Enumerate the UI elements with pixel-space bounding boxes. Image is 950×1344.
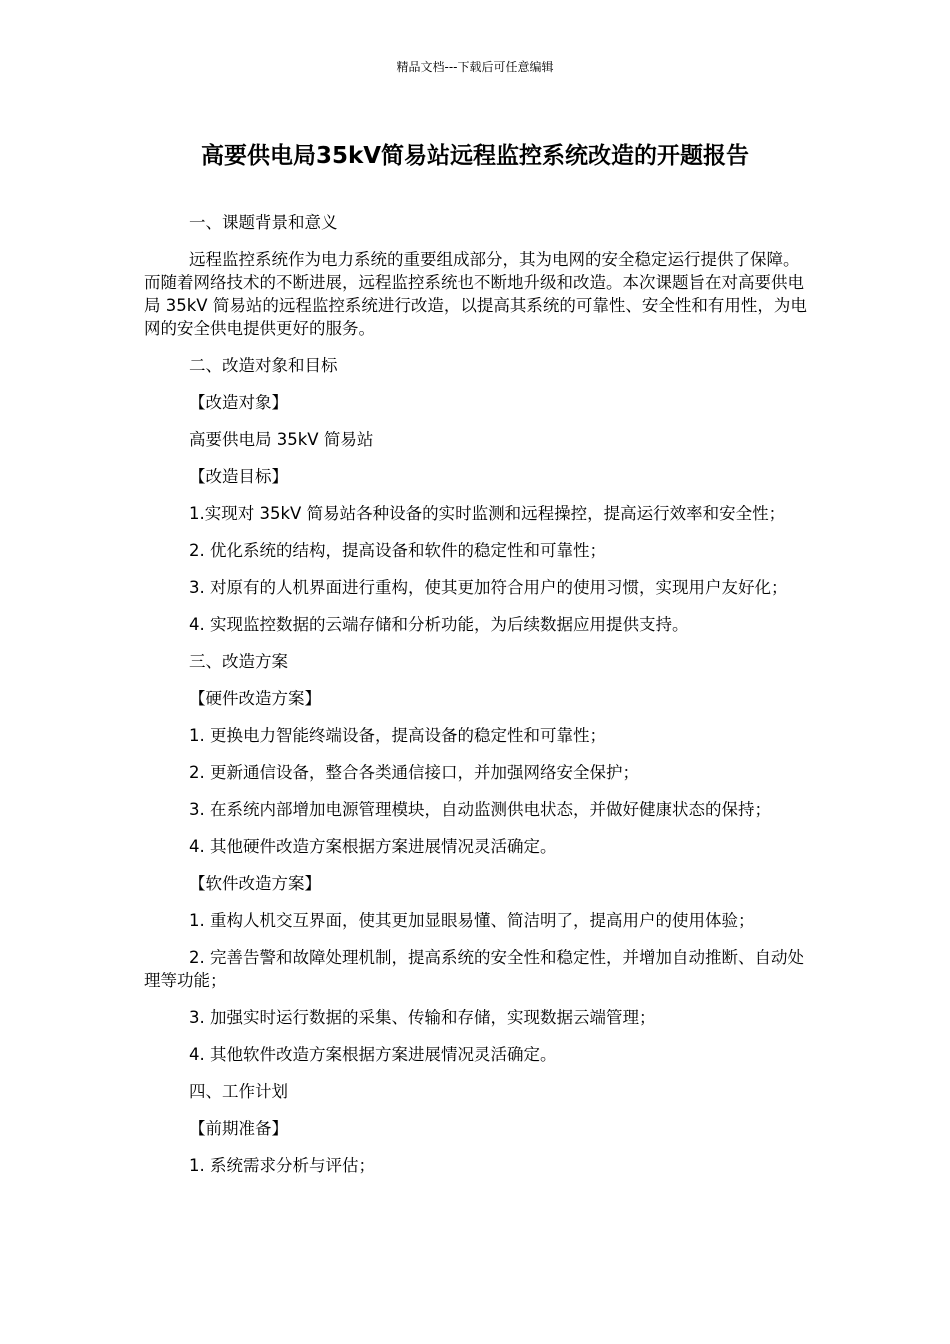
- subheading-object: 【改造对象】: [189, 393, 288, 412]
- document-body: [144, 211, 812, 1191]
- subheading-software: 【软件改造方案】: [189, 874, 321, 893]
- list-item-goal-1: 1.实现对 35kV 简易站各种设备的实时监测和远程操控，提高运行效率和安全性；: [189, 504, 786, 523]
- list-item-goal-2: 2. 优化系统的结构，提高设备和软件的稳定性和可靠性；: [189, 541, 606, 560]
- section-heading-plan: 三、改造方案: [189, 652, 288, 671]
- list-item-hardware-3: 3. 在系统内部增加电源管理模块，自动监测供电状态，并做好健康状态的保持；: [189, 800, 771, 819]
- list-item-hardware-4: 4. 其他硬件改造方案根据方案进展情况灵活确定。: [189, 837, 557, 856]
- list-item-goal-3: 3. 对原有的人机界面进行重构，使其更加符合用户的使用习惯，实现用户友好化；: [189, 578, 788, 597]
- header-note: 精品文档---下载后可任意编辑: [396, 60, 554, 74]
- list-item-software-1: 1. 重构人机交互界面，使其更加显眼易懂、简洁明了，提高用户的使用体验；: [189, 911, 755, 930]
- list-item-hardware-1: 1. 更换电力智能终端设备，提高设备的稳定性和可靠性；: [189, 726, 606, 745]
- section-heading-targets: 二、改造对象和目标: [189, 356, 338, 375]
- section-heading-background: 一、课题背景和意义: [189, 213, 338, 232]
- list-item-goal-4: 4. 实现监控数据的云端存储和分析功能，为后续数据应用提供支持。: [189, 615, 689, 634]
- list-item-software-4: 4. 其他软件改造方案根据方案进展情况灵活确定。: [189, 1045, 557, 1064]
- subheading-goals: 【改造目标】: [189, 467, 288, 486]
- paragraph-background: 远程监控系统作为电力系统的重要组成部分，其为电网的安全稳定运行提供了保障。而随着网络技术的不断进展，远程监控系统也不断地升级和改造。本次课题旨在对高要供电局 35kV 简易站的远程监控系统进行改造，以提高其系统的可靠性、安全性和有用性，为电网的安全供电提供更好的服务。: [144, 250, 807, 338]
- paragraph-object: 高要供电局 35kV 简易站: [189, 430, 374, 449]
- section-heading-schedule: 四、工作计划: [189, 1082, 288, 1101]
- subheading-preparation: 【前期准备】: [189, 1119, 288, 1138]
- list-item-software-3: 3. 加强实时运行数据的采集、传输和存储，实现数据云端管理；: [189, 1008, 656, 1027]
- document-title: 高要供电局35kV简易站远程监控系统改造的开题报告: [200, 143, 750, 169]
- list-item-preparation-1: 1. 系统需求分析与评估；: [189, 1156, 375, 1175]
- subheading-hardware: 【硬件改造方案】: [189, 689, 321, 708]
- list-item-hardware-2: 2. 更新通信设备，整合各类通信接口，并加强网络安全保护；: [189, 763, 639, 782]
- list-item-software-2: 2. 完善告警和故障处理机制，提高系统的安全性和稳定性，并增加自动推断、自动处理等功能；: [144, 948, 804, 990]
